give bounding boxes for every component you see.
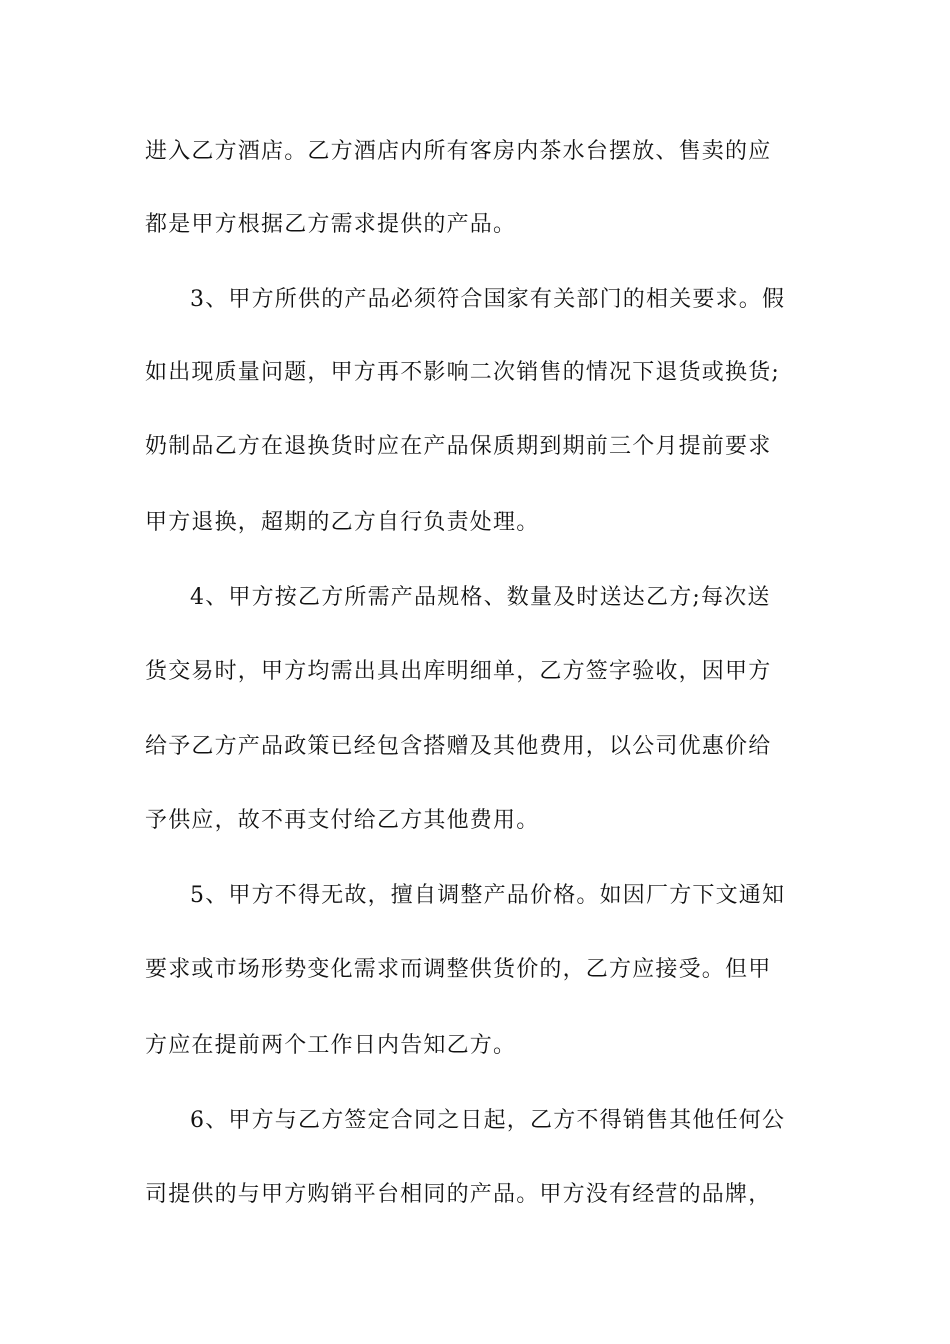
text-line: 奶制品乙方在退换货时应在产品保质期到期前三个月提前要求 <box>145 434 772 459</box>
text-line: 方应在提前两个工作日内告知乙方。 <box>145 1033 517 1058</box>
text-line: 4、甲方按乙方所需产品规格、数量及时送达乙方;每次送 <box>190 585 771 610</box>
text-line: 予供应，故不再支付给乙方其他费用。 <box>145 808 540 833</box>
text-line: 都是甲方根据乙方需求提供的产品。 <box>145 212 517 237</box>
text-line: 甲方退换，超期的乙方自行负责处理。 <box>145 510 540 535</box>
text-line: 货交易时，甲方均需出具出库明细单，乙方签字验收，因甲方 <box>145 659 772 684</box>
text-line: 要求或市场形势变化需求而调整供货价的，乙方应接受。但甲 <box>145 957 772 982</box>
text-line: 给予乙方产品政策已经包含搭赠及其他费用，以公司优惠价给 <box>145 734 772 759</box>
text-line: 6、甲方与乙方签定合同之日起，乙方不得销售其他任何公 <box>190 1108 786 1133</box>
text-line: 3、甲方所供的产品必须符合国家有关部门的相关要求。假 <box>190 287 786 312</box>
text-line: 进入乙方酒店。乙方酒店内所有客房内茶水台摆放、售卖的应 <box>145 139 772 164</box>
text-line: 5、甲方不得无故，擅自调整产品价格。如因厂方下文通知 <box>190 883 786 908</box>
text-line: 司提供的与甲方购销平台相同的产品。甲方没有经营的品牌， <box>145 1182 772 1207</box>
text-line: 如出现质量问题，甲方再不影响二次销售的情况下退货或换货; <box>145 360 781 385</box>
